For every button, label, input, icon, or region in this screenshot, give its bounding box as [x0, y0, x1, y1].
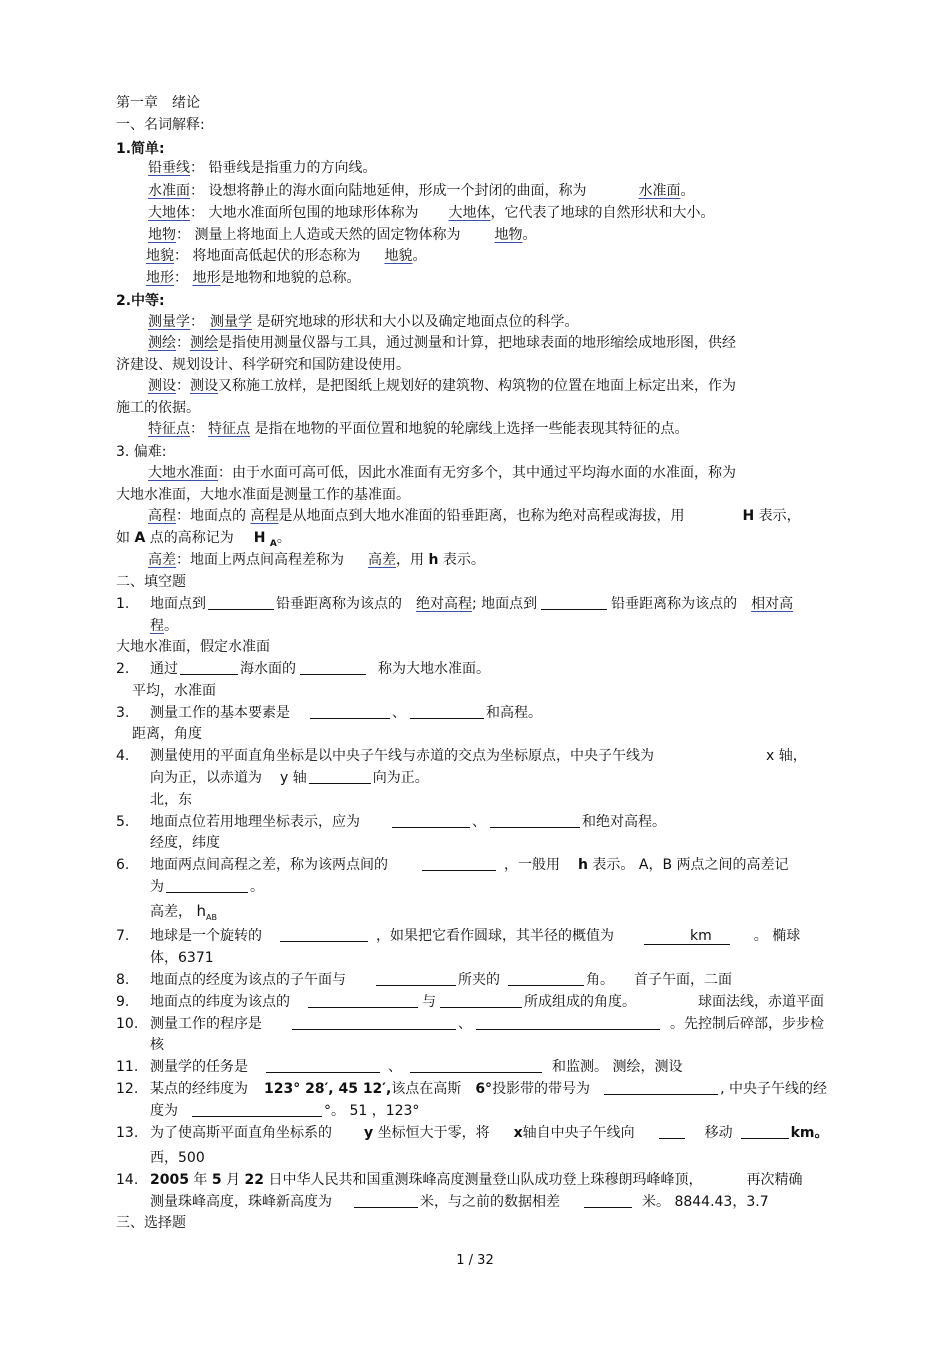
answer-blank	[392, 813, 470, 828]
answer-blank	[541, 595, 607, 610]
fill-question: 13. 为了使高斯平面直角坐标系的 y 坐标恒大于零，将 x轴自中央子午线向 移动 km。	[116, 1125, 829, 1141]
answer-blank	[410, 1058, 542, 1073]
answer-blank	[741, 1124, 789, 1139]
answer-blank	[440, 993, 522, 1008]
definition-item: 地物： 测量上将地面上人造或天然的固定物体称为 地物。	[148, 227, 537, 243]
answer-blank	[376, 971, 456, 986]
section-heading: 一、名词解释:	[116, 117, 205, 133]
fill-question: 10. 测量工作的程序是 、 。先控制后碎部，步步检	[116, 1016, 824, 1032]
section-heading: 二、填空题	[116, 574, 186, 590]
definition-item: 测绘：测绘是指使用测量仪器与工具，通过测量和计算，把地球表面的地形缩绘成地形图，供经	[148, 335, 736, 351]
answer-blank	[659, 1124, 685, 1139]
fill-question-cont: 核	[150, 1037, 164, 1053]
answer-text: 北，东	[150, 792, 192, 808]
definition-item: 特征点： 特征点 是指在地物的平面位置和地貌的轮廓线上选择一些能表现其特征的点。	[148, 421, 689, 437]
answer-blank	[410, 704, 484, 719]
fill-question: 9. 地面点的纬度为该点的 与 所成组成的角度。 球面法线，赤道平面	[116, 994, 824, 1010]
fill-question: 14. 2005 年 5 月 22 日中华人民共和国重测珠峰高度测量登山队成功登上珠穆朗玛峰峰顶， 再次精确	[116, 1172, 803, 1188]
answer-blank	[354, 1193, 418, 1208]
answer-blank	[508, 971, 584, 986]
answer-text: 大地水准面，假定水准面	[116, 639, 270, 655]
fill-question: 12. 某点的经纬度为 123° 28′, 45 12′,该点在高斯 6°投影带的带号为 , 中央子午线的经	[116, 1081, 827, 1097]
answer-text: 距离，角度	[132, 726, 202, 742]
fill-question: 7. 地球是一个旋转的 ，如果把它看作圆球，其半径的概值为 km 。 椭球	[116, 928, 801, 944]
fill-question: 1. 地面点到 铅垂距离称为该点的 绝对高程; 地面点到 铅垂距离称为该点的 相对高	[116, 596, 794, 612]
definition-item: 地形： 地形是地物和地貌的总称。	[146, 270, 361, 286]
section-heading: 三、选择题	[116, 1215, 186, 1231]
answer-blank	[166, 878, 248, 893]
answer-blank	[476, 1015, 660, 1030]
definition-continuation: 济建设、规划设计、科学研究和国防建设使用。	[116, 357, 410, 373]
definition-item: 高差：地面上两点间高程差称为 高差，用 h 表示。	[148, 552, 485, 568]
fill-question-cont: 西，500	[150, 1150, 205, 1166]
definition-continuation: 大地水准面，大地水准面是测量工作的基准面。	[116, 487, 410, 503]
answer-blank	[192, 1102, 322, 1117]
definition-item: 大地体： 大地水准面所包围的地球形体称为 大地体，它代表了地球的自然形状和大小。	[148, 205, 715, 221]
level-label: 1.简单:	[116, 141, 165, 157]
definition-item: 水准面： 设想将静止的海水面向陆地延伸，形成一个封闭的曲面，称为 水准面。	[148, 183, 695, 199]
fill-question: 6. 地面两点间高程之差，称为该两点间的 ，一般用 h 表示。 A，B 两点之间的高差记	[116, 857, 789, 873]
fill-question: 4. 测量使用的平面直角坐标是以中央子午线与赤道的交点为坐标原点，中央子午线为 x 轴，	[116, 748, 807, 764]
answer-blank	[308, 993, 418, 1008]
fill-question: 8. 地面点的经度为该点的子午面与 所夹的 角。 首子午面，二面	[116, 972, 732, 988]
definition-item: 地貌： 将地面高低起伏的形态称为 地貌。	[146, 248, 427, 264]
definition-item: 测量学： 测量学 是研究地球的形状和大小以及确定地面点位的科学。	[148, 314, 579, 330]
answer-blank	[292, 1015, 456, 1030]
definition-item: 铅垂线： 铅垂线是指重力的方向线。	[148, 160, 377, 176]
answer-text: 平均，水准面	[132, 683, 216, 699]
fill-question-cont: 体，6371	[150, 950, 214, 966]
answer-blank	[180, 660, 238, 675]
answer-blank	[584, 1193, 632, 1208]
answer-blank	[309, 769, 371, 784]
definition-continuation: 施工的依据。	[116, 400, 200, 416]
definition-item: 大地水准面：由于水面可高可低，因此水准面有无穷多个，其中通过平均海水面的水准面，称为	[148, 465, 736, 481]
fill-question-cont: 测量珠峰高度，珠峰新高度为 米，与之前的数据相差 米。 8844.43，3.7	[150, 1194, 769, 1210]
fill-question: 11. 测量学的任务是 、 和监测。 测绘，测设	[116, 1059, 683, 1075]
chapter-title: 第一章 绪论	[116, 95, 200, 111]
page-number: 1 / 32	[456, 1253, 494, 1268]
fill-question: 3. 测量工作的基本要素是 、 和高程。	[116, 705, 542, 721]
fill-question-cont: 程。	[150, 618, 178, 634]
answer-blank: km	[644, 928, 730, 945]
answer-text: 高差， $h_{AB}$	[150, 902, 217, 922]
answer-text: 经度，纬度	[150, 835, 220, 851]
answer-blank	[422, 856, 496, 871]
answer-blank	[208, 595, 274, 610]
fill-question: 2. 通过 海水面的 称为大地水准面。	[116, 661, 490, 677]
fill-question-cont: 度为 °。 51 ，123°	[150, 1103, 420, 1119]
answer-blank	[310, 704, 390, 719]
definition-item: 测设：测设又称施工放样，是把图纸上规划好的建筑物、构筑物的位置在地面上标定出来，作为	[148, 378, 736, 394]
level-label: 2.中等:	[116, 293, 165, 309]
fill-question-cont: 向为正，以赤道为 y 轴 向为正。	[150, 770, 429, 786]
answer-blank	[266, 1058, 380, 1073]
definition-continuation: 如 A 点的高称记为 H $_A$。	[116, 530, 291, 549]
answer-blank	[300, 660, 366, 675]
definition-item: 高程：地面点的 高程是从地面点到大地水准面的铅垂距离，也称为绝对高程或海拔，用 H 表示，	[148, 508, 801, 524]
level-label: 3. 偏难:	[116, 444, 167, 460]
answer-blank	[490, 813, 580, 828]
answer-blank	[604, 1080, 718, 1095]
fill-question-cont: 为 。	[150, 879, 264, 895]
fill-question: 5. 地面点位若用地理坐标表示，应为 、 和绝对高程。	[116, 814, 666, 830]
answer-blank	[280, 927, 368, 942]
